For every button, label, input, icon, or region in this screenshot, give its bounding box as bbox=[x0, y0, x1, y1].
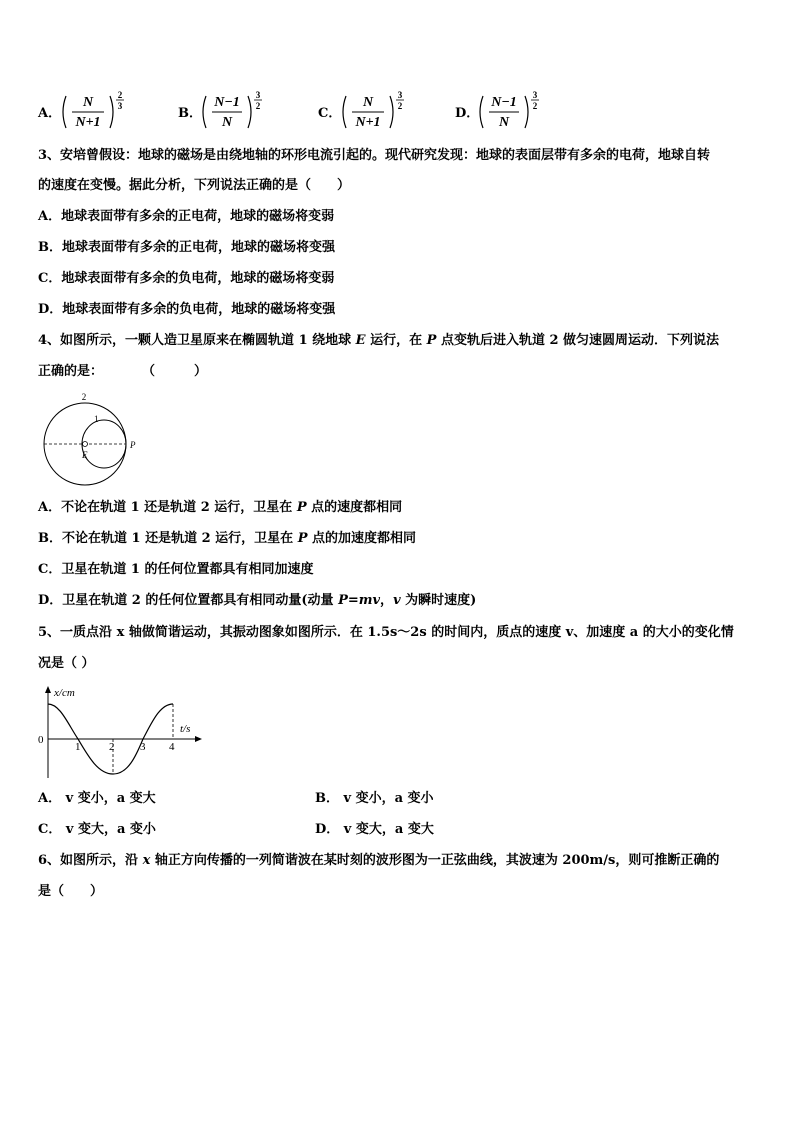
q2-d-exp-num: 3 bbox=[532, 90, 538, 100]
q2-b-exp-num: 3 bbox=[255, 90, 261, 100]
q5-option-b[interactable]: B． v 变小，a 变小 bbox=[315, 791, 434, 806]
q3-option-d[interactable]: D．地球表面带有多余的负电荷，地球的磁场将变强 bbox=[38, 302, 336, 317]
q5-stem-line1: 5、一质点沿 x 轴做简谐运动，其振动图象如图所示．在 1.5s～2s 的时间内，质点的速度 v、加速度 a 的大小的变化情 bbox=[38, 625, 734, 640]
q2-d-den: N bbox=[498, 115, 510, 130]
q2-option-a-formula bbox=[60, 88, 170, 136]
q5-option-a[interactable]: A． v 变小，a 变大 bbox=[38, 791, 156, 806]
q2-d-num: N−1 bbox=[491, 95, 517, 110]
q2-option-a-label: A． bbox=[38, 106, 62, 121]
tick-1: 1 bbox=[75, 741, 81, 753]
q2-c-exp-num: 3 bbox=[397, 90, 403, 100]
point-p-label: P bbox=[130, 440, 136, 450]
q3-stem-line2: 的速度在变慢。据此分析，下列说法正确的是（ ） bbox=[38, 178, 351, 193]
q5-option-c[interactable]: C． v 变大，a 变小 bbox=[38, 822, 156, 837]
earth-dot bbox=[83, 442, 88, 447]
q2-b-num: N−1 bbox=[214, 95, 240, 110]
q5-oscillation-graph bbox=[30, 684, 205, 782]
q2-a-num: N bbox=[82, 95, 94, 110]
x-label: t/s bbox=[180, 723, 191, 735]
q2-c-den: N+1 bbox=[355, 115, 381, 130]
q4-option-d[interactable]: D．卫星在轨道 2 的任何位置都具有相同动量(动量 P=mv，v 为瞬时速度) bbox=[38, 593, 477, 608]
x-axis-arrow bbox=[195, 736, 202, 742]
q2-b-den: N bbox=[221, 115, 233, 130]
q5-stem-line2: 况是（ ） bbox=[38, 656, 95, 671]
tick-4: 4 bbox=[169, 741, 175, 753]
q3-option-b[interactable]: B．地球表面带有多余的正电荷，地球的磁场将变强 bbox=[38, 240, 335, 255]
q2-c-exp-den: 2 bbox=[397, 101, 403, 111]
y-label: x/cm bbox=[54, 687, 75, 699]
q5-option-d[interactable]: D． v 变大，a 变大 bbox=[315, 822, 434, 837]
q2-a-den: N+1 bbox=[75, 115, 101, 130]
tick-3: 3 bbox=[140, 741, 146, 753]
q4-option-a[interactable]: A．不论在轨道 1 还是轨道 2 运行，卫星在 P 点的速度都相同 bbox=[38, 500, 403, 515]
q2-option-c-label: C． bbox=[318, 106, 342, 121]
orbit-1-label: 1 bbox=[94, 414, 99, 424]
tick-2: 2 bbox=[109, 741, 115, 753]
q4-option-b[interactable]: B．不论在轨道 1 还是轨道 2 运行，卫星在 P 点的加速度都相同 bbox=[38, 531, 417, 546]
q4-option-c[interactable]: C．卫星在轨道 1 的任何位置都具有相同加速度 bbox=[38, 562, 314, 577]
q6-stem-line2: 是（ ） bbox=[38, 884, 104, 899]
q2-a-exp-den: 3 bbox=[117, 101, 123, 111]
q2-d-exp-den: 2 bbox=[532, 101, 538, 111]
q2-option-d-formula bbox=[477, 88, 587, 136]
q2-option-c-formula bbox=[340, 88, 450, 136]
q4-stem-line2: 正确的是： （ ） bbox=[38, 364, 208, 379]
q2-option-d-label: D． bbox=[455, 106, 480, 121]
q3-stem-line1: 3、安培曾假设：地球的磁场是由绕地轴的环形电流引起的。现代研究发现：地球的表面层带有多余的电荷，地球自转 bbox=[38, 148, 711, 163]
y-axis-arrow bbox=[45, 686, 51, 693]
origin-label: 0 bbox=[38, 734, 44, 746]
earth-label: E bbox=[82, 450, 88, 460]
q6-stem-line1: 6、如图所示，沿 x 轴正方向传播的一列简谐波在某时刻的波形图为一正弦曲线，其波速为 200m/s，则可推断正确的 bbox=[38, 853, 720, 868]
orbit-2-label: 2 bbox=[81, 392, 87, 402]
q2-b-exp-den: 2 bbox=[255, 101, 261, 111]
q2-c-num: N bbox=[362, 95, 374, 110]
q3-option-c[interactable]: C．地球表面带有多余的负电荷，地球的磁场将变弱 bbox=[38, 271, 335, 286]
q4-orbit-figure bbox=[38, 388, 148, 486]
q4-stem-line1: 4、如图所示，一颗人造卫星原来在椭圆轨道 1 绕地球 E 运行，在 P 点变轨后进入轨道 2 做匀速圆周运动．下列说法 bbox=[38, 333, 720, 348]
q2-option-b-label: B． bbox=[178, 106, 202, 121]
q2-option-b-formula bbox=[200, 88, 310, 136]
q2-a-exp-num: 2 bbox=[117, 90, 123, 100]
q3-option-a[interactable]: A．地球表面带有多余的正电荷，地球的磁场将变弱 bbox=[38, 209, 335, 224]
